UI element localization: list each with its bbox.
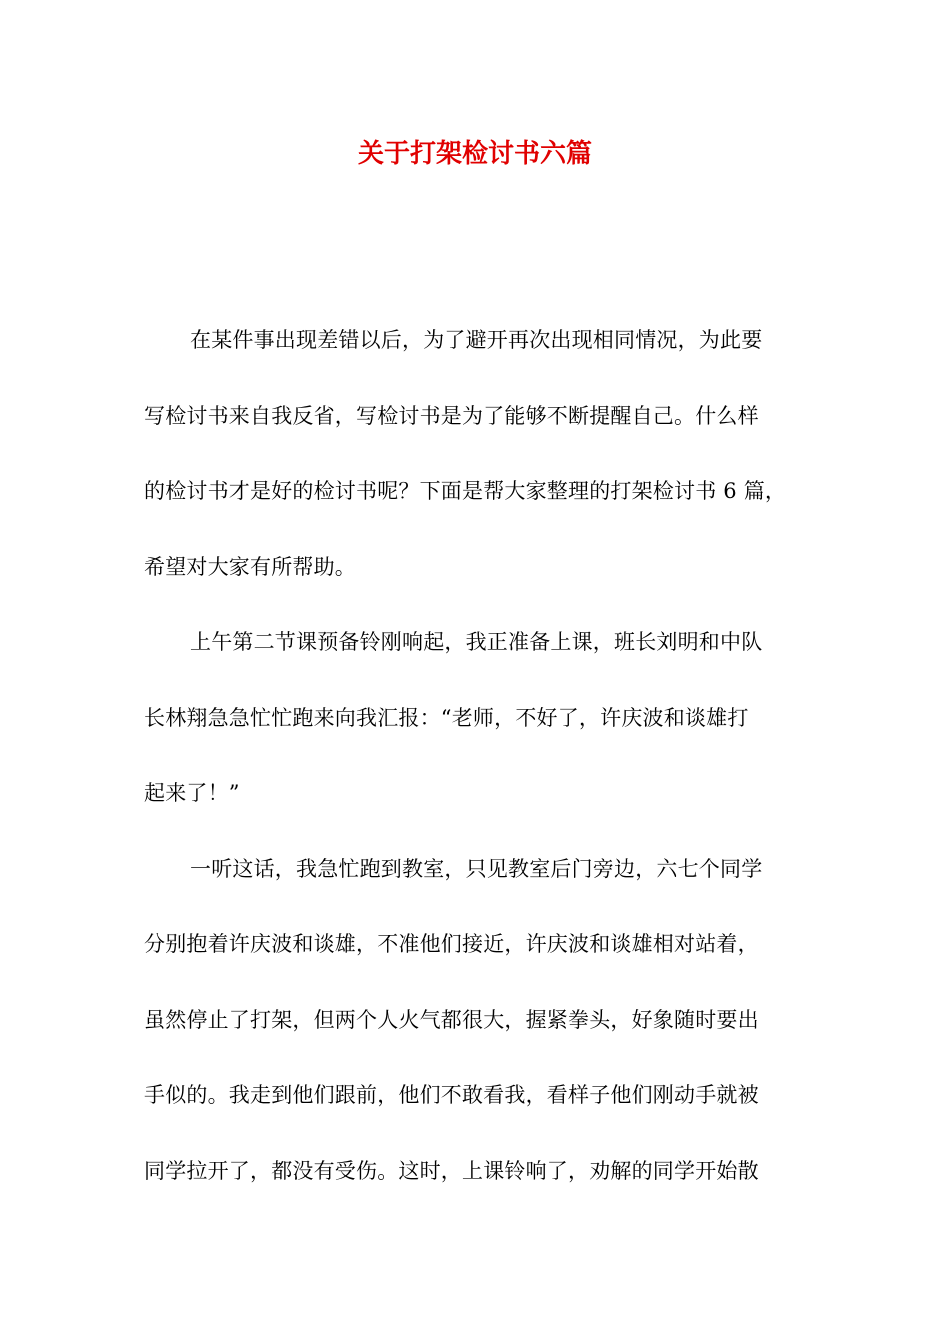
text-line: 一听这话，我急忙跑到教室，只见教室后门旁边，六七个同学 <box>190 856 763 881</box>
text-line: 在某件事出现差错以后，为了避开再次出现相同情况，为此要 <box>190 328 763 352</box>
text-line: 虽然停止了打架，但两个人火气都很大，握紧拳头，好象随时要出 <box>144 1007 759 1032</box>
text-line: 同学拉开了，都没有受伤。这时，上课铃响了，劝解的同学开始散 <box>144 1158 759 1183</box>
text-line: 起来了！” <box>144 781 240 805</box>
document-title: 关于打架检讨书六篇 <box>357 139 592 169</box>
text-line: 手似的。我走到他们跟前，他们不敢看我，看样子他们刚动手就被 <box>144 1083 759 1107</box>
text-line: 长林翔急急忙忙跑来向我汇报：“老师，不好了，许庆波和谈雄打 <box>144 705 749 730</box>
text-line: 写检讨书来自我反省，写检讨书是为了能够不断提醒自己。什么样 <box>144 403 759 428</box>
document-body <box>144 320 814 1226</box>
text-line: 上午第二节课预备铃刚响起，我正准备上课，班长刘明和中队 <box>190 630 763 654</box>
text-line: 分别抱着许庆波和谈雄，不准他们接近，许庆波和谈雄相对站着， <box>144 932 759 956</box>
text-line: 的检讨书才是好的检讨书呢？下面是帮大家整理的打架检讨书 6 篇， <box>144 479 787 503</box>
text-line: 希望对大家有所帮助。 <box>144 554 356 579</box>
